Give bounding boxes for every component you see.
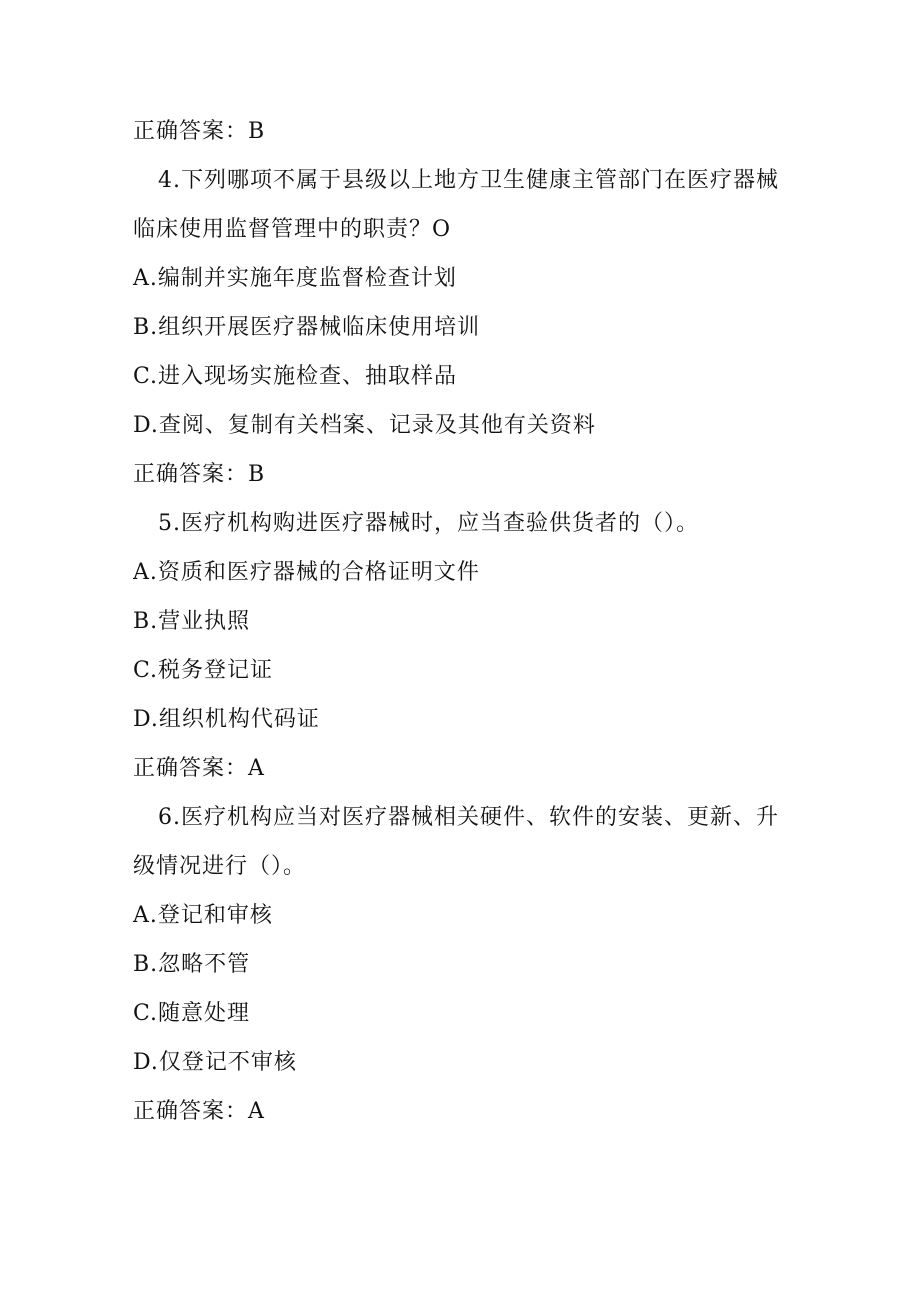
question-5-stem: 5.医疗机构购进医疗器械时，应当查验供货者的（）。 (158, 511, 699, 536)
question-4-option-a: A.编制并实施年度监督检查计划 (133, 266, 457, 291)
question-5-option-a: A.资质和医疗器械的合格证明文件 (133, 560, 480, 585)
question-6-stem-line-2: 级情况进行（）。 (133, 854, 307, 879)
question-6-answer: 正确答案：A (133, 1099, 265, 1124)
question-4-answer: 正确答案：B (133, 462, 266, 487)
question-6-stem-line-1: 6.医疗机构应当对医疗器械相关硬件、软件的安装、更新、升 (158, 805, 779, 830)
question-4-option-b: B.组织开展医疗器械临床使用培训 (133, 315, 481, 340)
question-4-option-d: D.查阅、复制有关档案、记录及其他有关资料 (133, 413, 596, 438)
question-4-stem-line-2: 临床使用监督管理中的职责？O (133, 217, 452, 242)
question-6-option-d: D.仅登记不审核 (133, 1050, 297, 1075)
question-6-option-a: A.登记和审核 (133, 903, 273, 928)
question-4-option-c: C.进入现场实施检查、抽取样品 (133, 364, 458, 389)
question-6-option-b: B.忽略不管 (133, 952, 251, 977)
question-4-stem-line-1: 4.下列哪项不属于县级以上地方卫生健康主管部门在医疗器械 (158, 168, 779, 193)
question-5-option-c: C.税务登记证 (133, 658, 274, 683)
answer-line: 正确答案：B (133, 119, 266, 144)
question-5-option-b: B.营业执照 (133, 609, 251, 634)
question-6-option-c: C.随意处理 (133, 1001, 251, 1026)
question-5-answer: 正确答案：A (133, 756, 265, 781)
question-5-option-d: D.组织机构代码证 (133, 707, 320, 732)
